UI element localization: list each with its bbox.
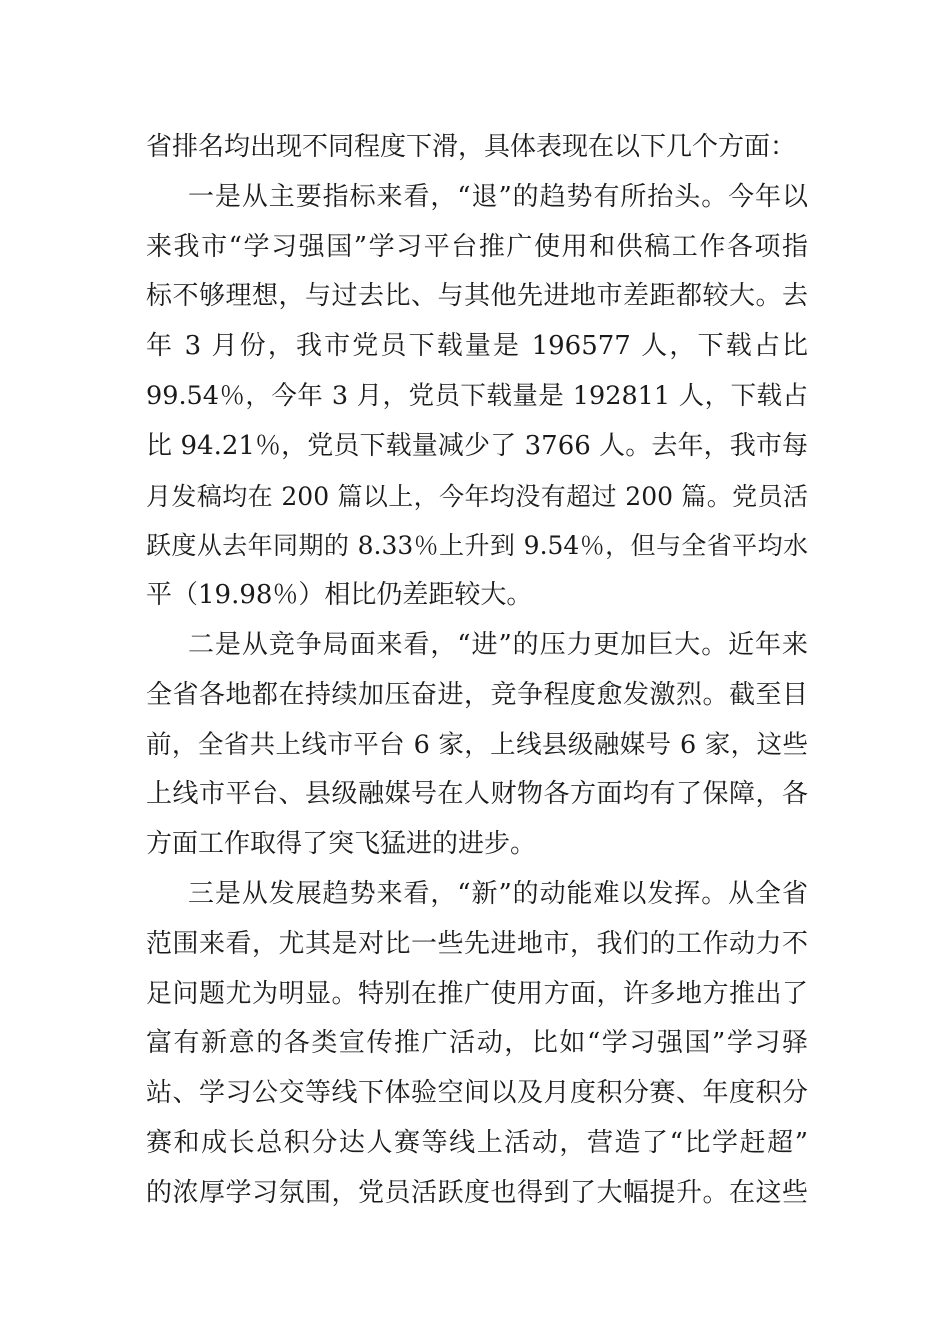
text-line: 比 94.21％，党员下载量减少了 3766 人。去年，我市每 [146,430,808,461]
text-line: 来我市“学习强国”学习平台推广使用和供稿工作各项指 [146,231,808,262]
text-line: 省排名均出现不同程度下滑，具体表现在以下几个方面： [146,132,797,162]
text-line: 前，全省共上线市平台 6 家，上线县级融媒号 6 家，这些 [146,729,808,760]
text-line: 全省各地都在持续加压奋进，竞争程度愈发激烈。截至目 [146,679,808,710]
text-line: 三是从发展趋势来看，“新”的动能难以发挥。从全省 [188,878,808,909]
text-line: 99.54％，今年 3 月，党员下载量是 192811 人，下载占 [146,380,808,411]
text-line: 方面工作取得了突飞猛进的进步。 [146,829,537,860]
text-line: 富有新意的各类宣传推广活动，比如“学习强国”学习驿 [146,1028,808,1059]
text-line: 站、学习公交等线下体验空间以及月度积分赛、年度积分 [146,1078,808,1109]
text-line: 足问题尤为明显。特别在推广使用方面，许多地方推出了 [146,978,808,1009]
text-line: 跃度从去年同期的 8.33％上升到 9.54％，但与全省平均水 [146,531,808,561]
text-line: 平（19.98％）相比仍差距较大。 [146,580,533,611]
text-line: 月发稿均在 200 篇以上，今年均没有超过 200 篇。党员活 [146,481,808,511]
text-line: 赛和成长总积分达人赛等线上活动，营造了“比学赶超” [146,1127,808,1158]
text-line: 范围来看，尤其是对比一些先进地市，我们的工作动力不 [146,928,808,959]
text-line: 二是从竞争局面来看，“进”的压力更加巨大。近年来 [188,629,808,660]
text-line: 上线市平台、县级融媒号在人财物各方面均有了保障，各 [146,779,808,810]
text-line: 的浓厚学习氛围，党员活跃度也得到了大幅提升。在这些 [146,1177,808,1208]
text-line: 一是从主要指标来看，“退”的趋势有所抬头。今年以 [188,181,808,212]
text-line: 年 3 月份，我市党员下载量是 196577 人，下载占比 [146,331,808,362]
text-line: 标不够理想，与过去比、与其他先进地市差距都较大。去 [146,281,808,312]
document-page [146,123,808,1219]
